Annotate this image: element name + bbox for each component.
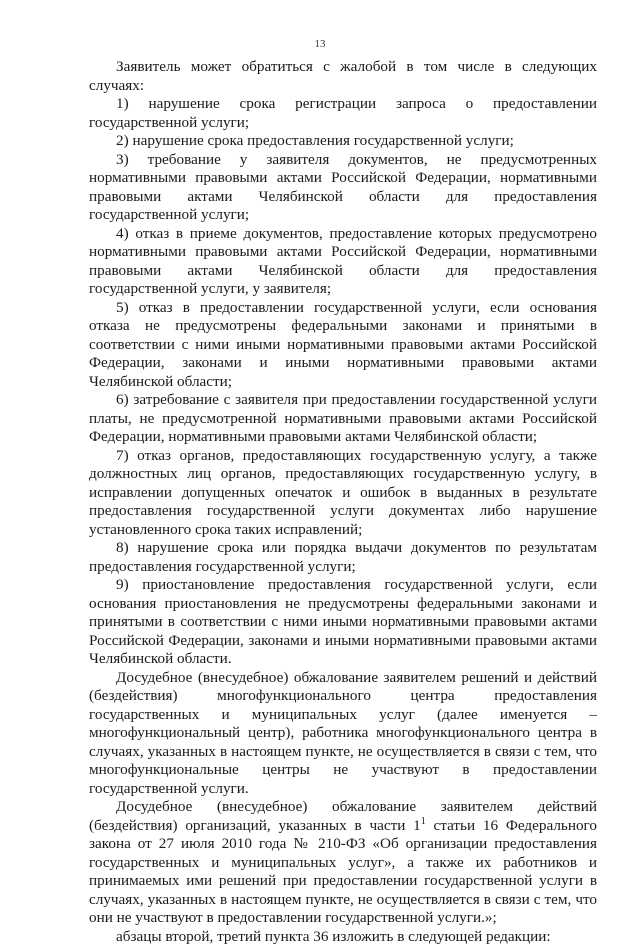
page-number: 13: [0, 38, 640, 50]
document-body: [89, 58, 597, 946]
paragraph-case-7: 7) отказ органов, предоставляющих государственную услугу, а также должностных лиц органов, предоставляющих государственную услугу, в исправлении допущенных опечаток и ошибок в выданных в результате предоставления государственной услуги документах либо нарушение установленного срока таких исправлений;: [89, 447, 597, 540]
paragraph-case-1: 1) нарушение срока регистрации запроса о предоставлении государственной услуги;: [89, 95, 597, 132]
paragraph-case-5: 5) отказ в предоставлении государственной услуги, если основания отказа не предусмотрены федеральными законами и принятыми в соответствии с ними иными нормативными правовыми актами Российской Федерации, законами и иными нормативными правовыми актами Челябинской области;: [89, 299, 597, 392]
paragraph-case-3: 3) требование у заявителя документов, не предусмотренных нормативными правовыми актами Российской Федерации, нормативными правовыми актами Челябинской области для предоставления государственной услуги;: [89, 151, 597, 225]
paragraph-amendment: абзацы второй, третий пункта 36 изложить в следующей редакции:: [89, 928, 597, 946]
paragraph-organizations-appeal: [89, 798, 597, 928]
paragraph-case-2: 2) нарушение срока предоставления государственной услуги;: [89, 132, 597, 151]
paragraph-intro: Заявитель может обратиться с жалобой в том числе в следующих случаях:: [89, 58, 597, 95]
paragraph-case-6: 6) затребование с заявителя при предоставлении государственной услуги платы, не предусмотренной нормативными правовыми актами Российской Федерации, нормативными правовыми актами Челябинской области;: [89, 391, 597, 447]
paragraph-case-4: 4) отказ в приеме документов, предоставление которых предусмотрено нормативными правовыми актами Российской Федерации, нормативными правовыми актами Челябинской области для предоставления государственной услуги, у заявителя;: [89, 225, 597, 299]
paragraph-mfc-appeal: Досудебное (внесудебное) обжалование заявителем решений и действий (бездействия) многофункционального центра предоставления государственных и муниципальных услуг (далее именуется – многофункциональный центр), работника многофункционального центра в случаях, указанных в настоящем пункте, не осуществляется в связи с тем, что многофункциональные центры не участвуют в предоставлении государственной услуги.: [89, 669, 597, 799]
superscript-1: 1: [421, 815, 426, 826]
paragraph-case-8: 8) нарушение срока или порядка выдачи документов по результатам предоставления государственной услуги;: [89, 539, 597, 576]
paragraph-organizations-text-a: Досудебное (внесудебное) обжалование заявителем действий (бездействия) организаций, указанных в части 1: [89, 798, 597, 834]
paragraph-case-9: 9) приостановление предоставления государственной услуги, если основания приостановления не предусмотрены федеральными законами и принятыми в соответствии с ними иными нормативными правовыми актами Российской Федерации, законами и иными нормативными правовыми актами Челябинской области.: [89, 576, 597, 669]
paragraph-organizations-text-b: статьи 16 Федерального закона от 27 июля 2010 года № 210-ФЗ «Об организации предоставления государственных и муниципальных услуг», а также их работников и принимаемых ими решений при предоставлении государственной услуги в случаях, указанных в настоящем пункте, не осуществляется в связи с тем, что они не участвуют в предоставлении государственной услуги.»;: [89, 817, 597, 927]
